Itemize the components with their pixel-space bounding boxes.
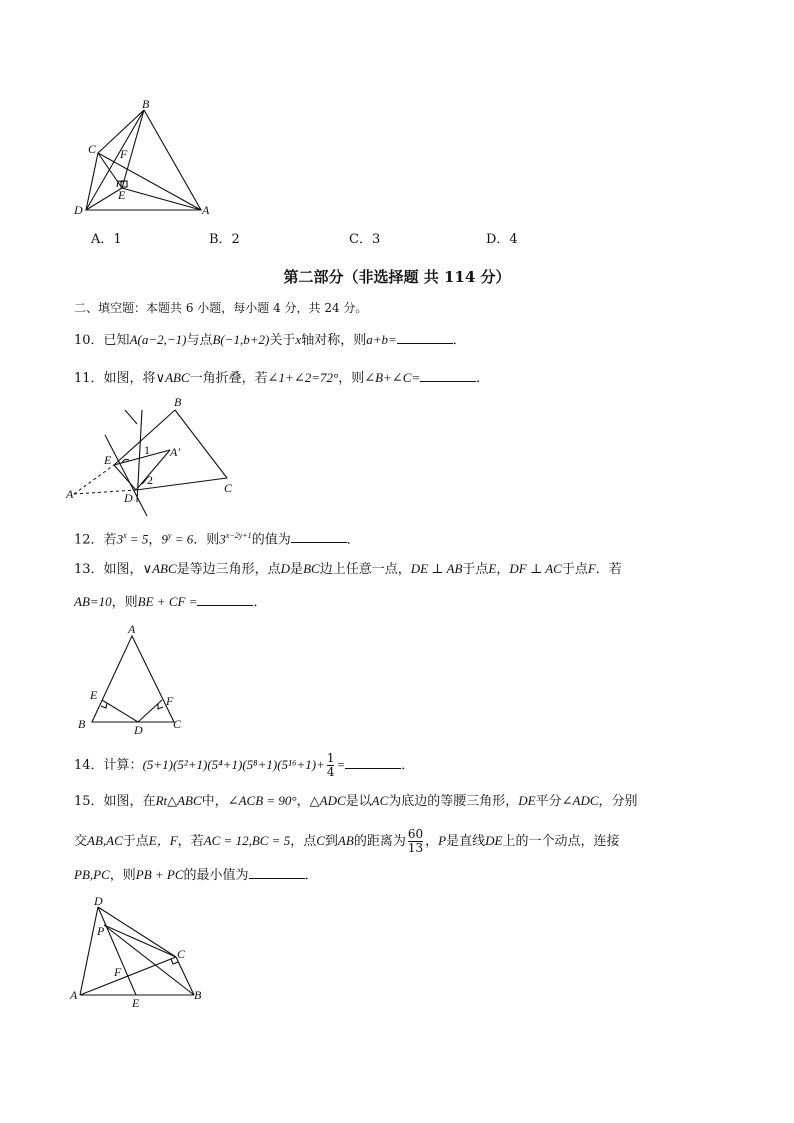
label-E: E	[118, 188, 126, 202]
label-D: D	[124, 491, 133, 505]
question-15: 15．如图，在Rt△ABC中，∠ACB = 90°，△ADC是以AC为底边的等腰三角形，DE平分∠ADC，分别	[74, 793, 638, 809]
label-2: 2	[147, 473, 153, 487]
figure-13	[70, 620, 200, 735]
label-A: A	[66, 487, 74, 501]
question-10: 10．已知A(a−2,−1)与点B(−1,b+2)关于x轴对称，则a+b= ．	[74, 332, 466, 348]
label-B: B	[174, 395, 182, 409]
question-14: 14．计算：(5+1)(5²+1)(5⁴+1)(5⁸+1)(5¹⁶+1)+ $\frac{1}{4}$ = ．	[74, 751, 415, 779]
answer-blank	[345, 756, 401, 769]
answer-blank	[249, 866, 305, 879]
label-C: C	[224, 481, 233, 495]
label-C: C	[88, 142, 97, 156]
choice-a: A．1	[91, 232, 122, 247]
figure-15	[66, 895, 216, 1015]
choice-c: C．3	[349, 232, 381, 247]
label-A: A	[128, 622, 136, 636]
label-B: B	[142, 97, 150, 111]
label-F: F	[166, 694, 174, 708]
label-E: E	[132, 996, 140, 1010]
label-B: B	[78, 717, 86, 731]
question-15-line3: PB,PC，则PB + PC的最小值为 ．	[74, 867, 318, 883]
label-D: D	[94, 895, 103, 908]
label-D: D	[74, 203, 83, 217]
question-12: 12．若$3^x = 5$，$9^y = 6$．则$3^{x-2y+1}$的值为 ．	[74, 531, 360, 548]
figure-top	[60, 95, 230, 220]
question-15-line2: 交AB,AC于点E，F，若AC = 12,BC = 5，点C到AB的距离为 $\frac{60}{13}$ ，P是直线DE上的一个动点，连接	[74, 827, 620, 855]
label-A: A	[202, 203, 210, 217]
answer-blank	[420, 369, 476, 382]
label-B: B	[194, 988, 202, 1002]
label-P: P	[97, 924, 105, 938]
label-F: F	[120, 147, 128, 161]
answer-blank	[397, 331, 453, 344]
label-E: E	[90, 688, 98, 702]
choice-d: D．4	[486, 232, 518, 247]
question-11: 11．如图，将∨ABC一角折叠，若∠1+∠2=72°，则∠B+∠C= ．	[74, 370, 490, 386]
section-intro: 二、填空题：本题共 6 小题，每小题 4 分，共 24 分。	[74, 301, 368, 315]
label-A-prime: A′	[170, 445, 180, 459]
choice-b: B．2	[209, 232, 240, 247]
label-C: C	[177, 947, 186, 961]
label-A: A	[70, 988, 78, 1002]
label-D: D	[134, 723, 143, 735]
label-C: C	[173, 717, 182, 731]
label-1: 1	[144, 443, 150, 457]
section-title: 第二部分（非选择题 共 114 分）	[283, 268, 511, 286]
label-F: F	[114, 965, 122, 979]
answer-blank	[197, 593, 253, 606]
question-13: 13．如图，∨ABC是等边三角形，点D是BC边上任意一点，DE ⊥ AB于点E，DF ⊥ AC于点F．若	[74, 561, 622, 577]
figure-11	[62, 392, 252, 522]
answer-blank	[291, 530, 347, 543]
question-13-line2: AB=10，则BE + CF = ．	[74, 594, 267, 610]
label-E: E	[104, 453, 112, 467]
